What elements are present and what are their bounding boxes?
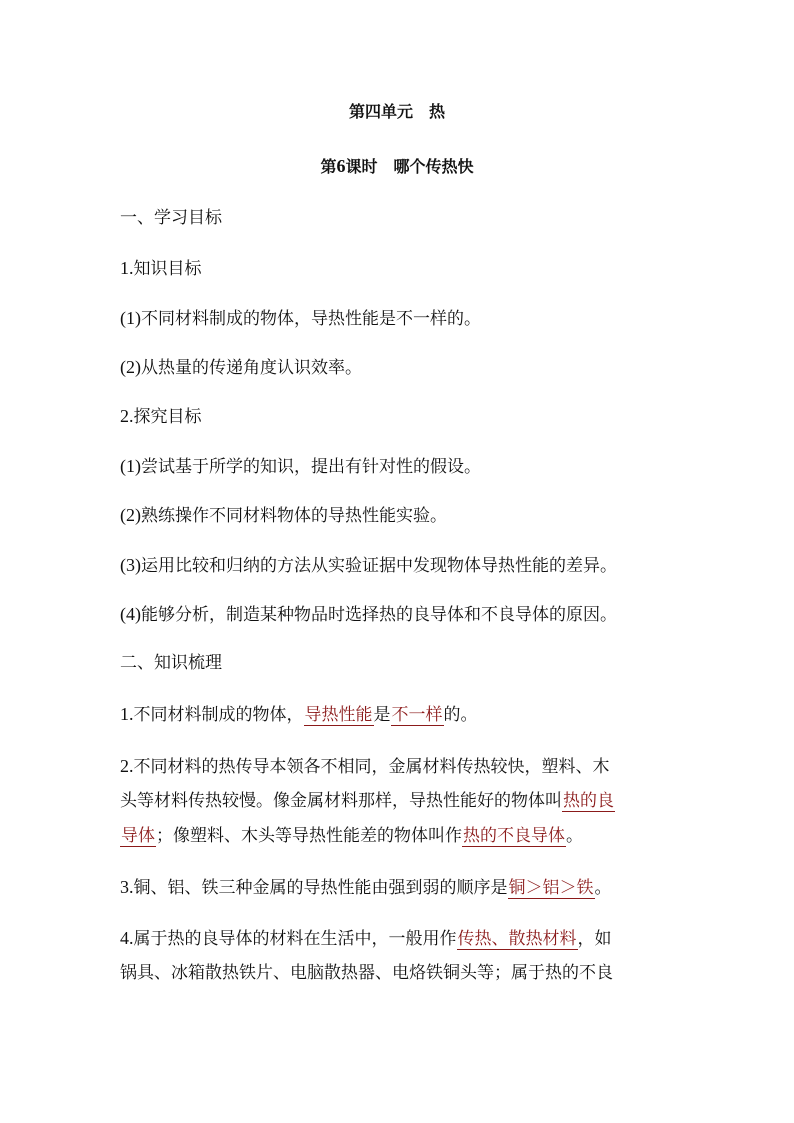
- answer-blank: 导热性能: [304, 705, 373, 725]
- goal-item-number: (4): [120, 604, 141, 624]
- goal-item-number: (2): [120, 505, 141, 525]
- knowledge-text: 铜、铝、铁三种金属的导热性能由强到弱的顺序是: [133, 878, 508, 898]
- knowledge-item-number: 3.: [120, 877, 134, 897]
- goal-heading-number: 1.: [120, 258, 134, 278]
- lesson-title-prefix: 第: [320, 157, 337, 176]
- knowledge-item-2-line-1: [120, 754, 610, 779]
- knowledge-item-4-line-2: [120, 961, 613, 985]
- goal-heading-inquiry: [120, 404, 202, 429]
- goal-item-text: 从热量的传递角度认识效率。: [141, 358, 362, 378]
- knowledge-text: ，如: [577, 929, 612, 949]
- unit-title: 第四单元 热: [348, 102, 445, 121]
- goal-item: [120, 553, 617, 578]
- goal-item-text: 能够分析，制造某种物品时选择热的良导体和不良导体的原因。: [141, 605, 617, 625]
- knowledge-item-4-line-1: [120, 926, 612, 951]
- answer-blank: 传热、散热材料: [457, 929, 577, 949]
- knowledge-text: ；像塑料、木头等导热性能差的物体叫作: [156, 826, 462, 846]
- goal-item: [120, 602, 617, 627]
- answer-blank: 铜＞铝＞铁: [508, 878, 594, 898]
- knowledge-text: 头等材料传热较慢。像金属材料那样，导热性能好的物体叫: [120, 791, 562, 811]
- knowledge-item-number: 1.: [120, 704, 134, 724]
- goal-item: [120, 503, 447, 528]
- goal-item-text: 尝试基于所学的知识，提出有针对性的假设。: [141, 457, 481, 477]
- section-heading-review: 二、知识梳理: [120, 653, 222, 673]
- goal-item: [120, 355, 362, 380]
- knowledge-item-number: 4.: [120, 928, 134, 948]
- lesson-number: 6: [336, 156, 346, 176]
- knowledge-text: 是: [373, 705, 391, 725]
- knowledge-item-2-line-2: [120, 789, 615, 813]
- section-heading-goals: 一、学习目标: [120, 208, 222, 228]
- goal-item-number: (1): [120, 308, 141, 328]
- answer-blank: 不一样: [391, 705, 443, 725]
- goal-item-number: (3): [120, 555, 141, 575]
- goal-item: [120, 306, 481, 331]
- lesson-title-suffix: 课时 哪个传热快: [345, 157, 474, 176]
- goal-heading-number: 2.: [120, 406, 134, 426]
- knowledge-item-2-line-3: [120, 824, 583, 848]
- knowledge-item-number: 2.: [120, 756, 134, 776]
- goal-item: [120, 454, 481, 479]
- knowledge-item-1: [120, 702, 478, 727]
- goal-heading-label: 知识目标: [133, 259, 202, 279]
- knowledge-text: 锅具、冰箱散热铁片、电脑散热器、电烙铁铜头等；属于热的不良: [120, 963, 613, 983]
- knowledge-text: 。: [594, 878, 612, 898]
- goal-item-text: 运用比较和归纳的方法从实验证据中发现物体导热性能的差异。: [141, 556, 617, 576]
- answer-blank: 导体: [121, 826, 155, 846]
- knowledge-text: 的。: [443, 705, 478, 725]
- goal-heading-label: 探究目标: [133, 407, 202, 427]
- goal-item-text: 不同材料制成的物体，导热性能是不一样的。: [141, 309, 481, 329]
- answer-blank: 热的不良导体: [463, 826, 565, 846]
- knowledge-text: 不同材料的热传导本领各不相同，金属材料传热较快，塑料、木: [133, 757, 610, 777]
- goal-item-text: 熟练操作不同材料物体的导热性能实验。: [141, 506, 447, 526]
- answer-blank: 热的良: [563, 791, 614, 811]
- lesson-title: [0, 154, 794, 179]
- knowledge-text: 。: [566, 826, 583, 846]
- knowledge-text: 属于热的良导体的材料在生活中，一般用作: [133, 929, 457, 949]
- knowledge-item-3: [120, 875, 612, 900]
- knowledge-text: 不同材料制成的物体，: [133, 705, 304, 725]
- goal-item-number: (1): [120, 456, 141, 476]
- goal-item-number: (2): [120, 357, 141, 377]
- goal-heading-knowledge: [120, 256, 202, 281]
